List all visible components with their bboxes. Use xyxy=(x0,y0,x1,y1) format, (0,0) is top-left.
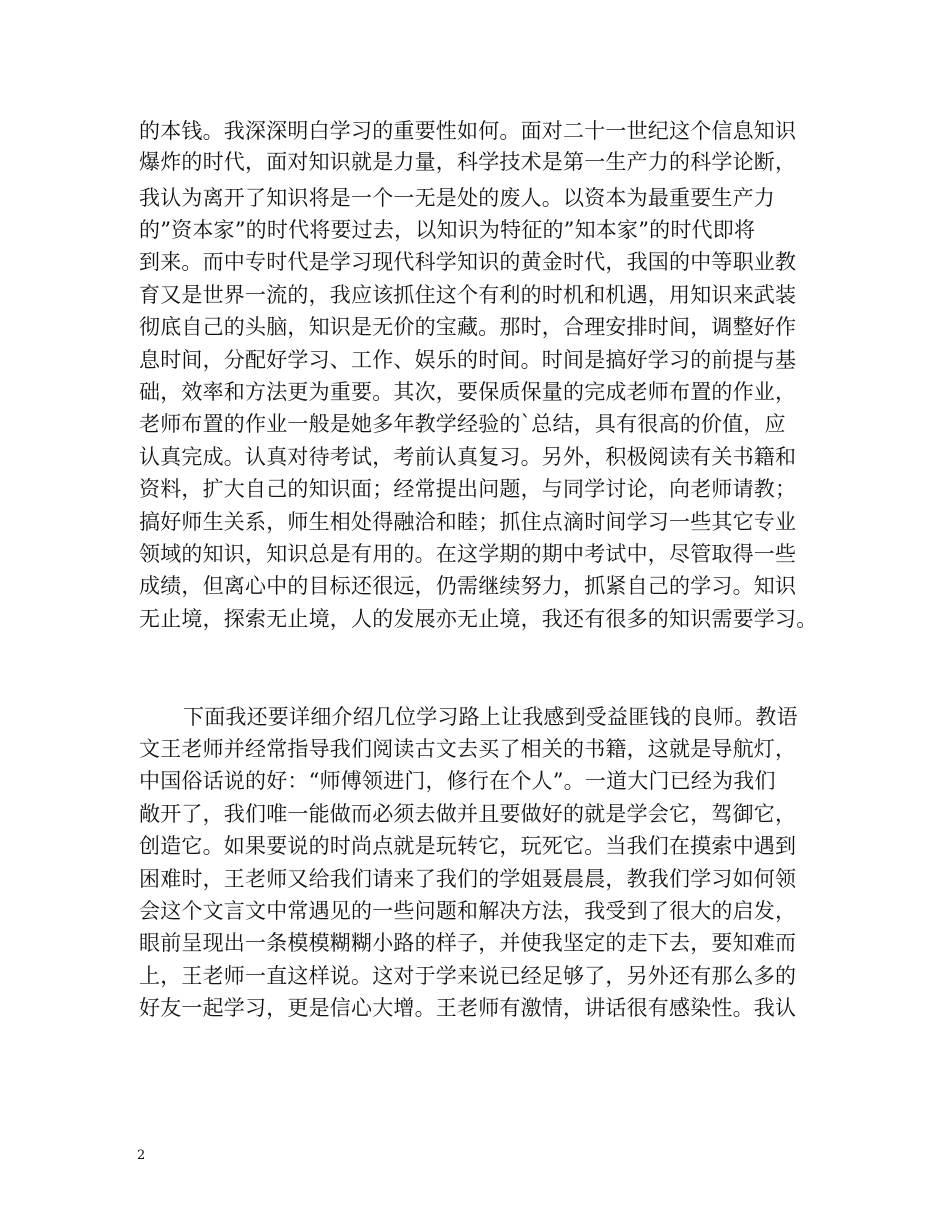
paragraph-2-line: 会这个文言文中常遇见的一些问题和解决方法，我受到了很大的启发， xyxy=(139,899,797,923)
paragraph-1-line: 认真完成。认真对待考试，考前认真复习。另外，积极阅读有关书籍和 xyxy=(139,445,797,469)
paragraph-2-line: 敞开了，我们唯一能做而必须去做并且要做好的就是学会它，驾御它， xyxy=(139,802,797,826)
paragraph-2-line: 文王老师并经常指导我们阅读古文去买了相关的书籍，这就是导航灯， xyxy=(139,737,797,761)
paragraph-1-line: 无止境，探索无止境，人的发展亦无止境，我还有很多的知识需要学习。 xyxy=(139,607,818,631)
paragraph-1-line: 础，效率和方法更为重要。其次，要保质保量的完成老师布置的作业， xyxy=(139,380,797,404)
paragraph-1-line: 资料，扩大自己的知识面；经常提出问题，与同学讨论，向老师请教； xyxy=(139,477,797,501)
paragraph-1-line: 我认为离开了知识将是一个一无是处的废人。以资本为最重要生产力 xyxy=(139,186,775,210)
page-number: 2 xyxy=(137,1148,146,1163)
paragraph-2-line: 中国俗话说的好：“师傅领进门，修行在个人”。一道大门已经为我们 xyxy=(139,769,776,793)
paragraph-2-line: 好友一起学习，更是信心大增。王老师有激情，讲话很有感染性。我认 xyxy=(139,996,797,1020)
paragraph-1-line: 到来。而中专时代是学习现代科学知识的黄金时代，我国的中等职业教 xyxy=(139,250,797,274)
paragraph-1-line: 搞好师生关系，师生相处得融洽和睦；抓住点滴时间学习一些其它专业 xyxy=(139,510,797,534)
paragraph-1-line: 彻底自己的头脑，知识是无价的宝藏。那时，合理安排时间，调整好作 xyxy=(139,315,797,339)
paragraph-1-line: 老师布置的作业一般是她多年教学经验的`总结，具有很高的价值，应 xyxy=(139,412,786,436)
paragraph-2-line: 上，王老师一直这样说。这对于学来说已经足够了，另外还有那么多的 xyxy=(139,964,797,988)
paragraph-2-line: 眼前呈现出一条模模糊糊小路的样子，并使我坚定的走下去，要知难而 xyxy=(139,931,797,955)
paragraph-1-line: 息时间，分配好学习、工作、娱乐的时间。时间是搞好学习的前提与基 xyxy=(139,348,797,372)
paragraph-1-line: 育又是世界一流的，我应该抓住这个有利的时机和机遇，用知识来武装 xyxy=(139,283,797,307)
paragraph-1-line: 领域的知识，知识总是有用的。在这学期的期中考试中，尽管取得一些 xyxy=(139,542,797,566)
paragraph-1-line: 成绩，但离心中的目标还很远，仍需继续努力，抓紧自己的学习。知识 xyxy=(139,574,797,598)
paragraph-2-line: 困难时，王老师又给我们请来了我们的学姐聂晨晨，教我们学习如何领 xyxy=(139,867,797,891)
paragraph-2-line: 创造它。如果要说的时尚点就是玩转它，玩死它。当我们在摸索中遇到 xyxy=(139,834,797,858)
paragraph-1-line: 的”资本家”的时代将要过去，以知识为特征的”知本家”的时代即将 xyxy=(139,218,756,242)
paragraph-1-line: 的本钱。我深深明白学习的重要性如何。面对二十一世纪这个信息知识 xyxy=(139,119,797,143)
paragraph-1-line: 爆炸的时代，面对知识就是力量，科学技术是第一生产力的科学论断， xyxy=(139,150,797,174)
paragraph-2-line: 下面我还要详细介绍几位学习路上让我感到受益匪钱的良师。教语 xyxy=(183,705,798,729)
